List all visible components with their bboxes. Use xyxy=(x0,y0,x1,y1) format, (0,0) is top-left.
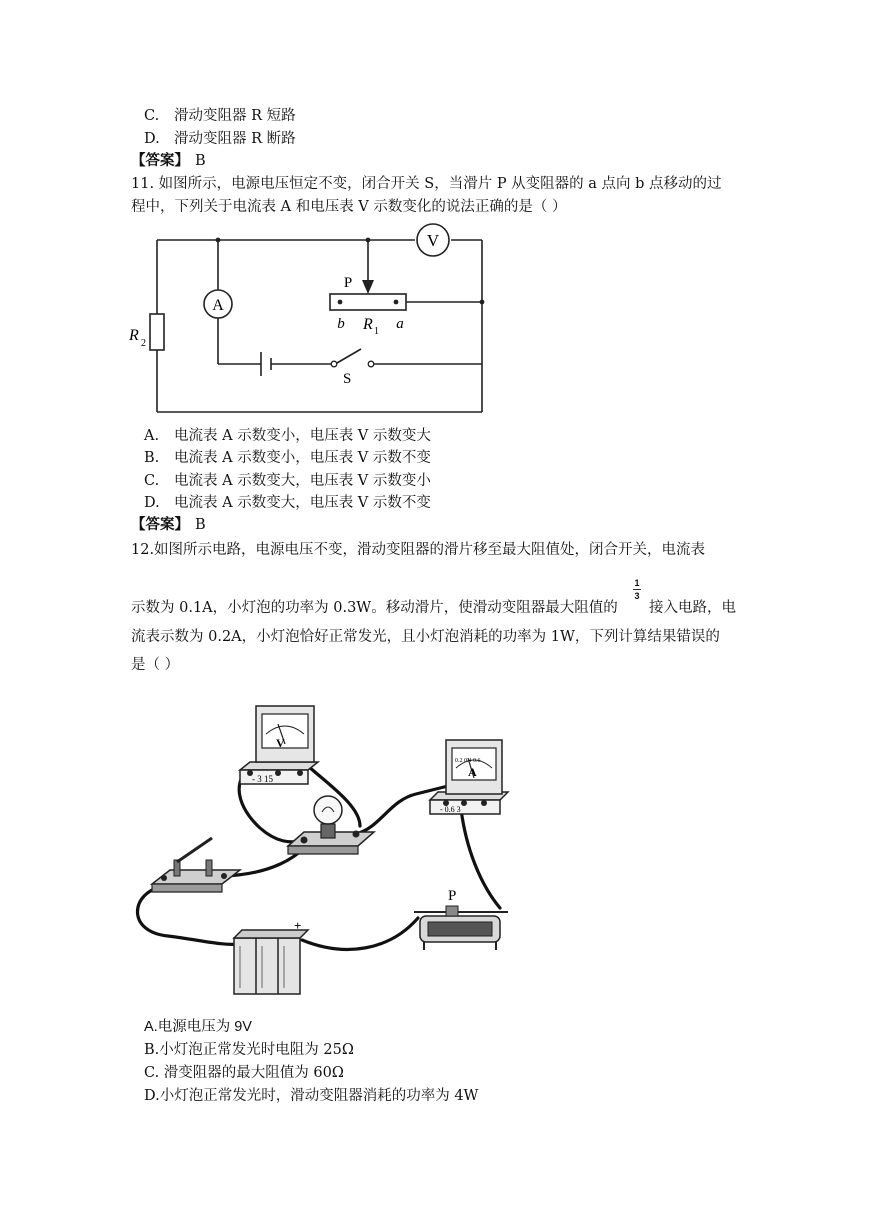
option-text: 电流表 A 示数变大，电压表 V 示数变小 xyxy=(174,473,431,489)
fraction-numerator: 1 xyxy=(634,578,640,588)
ammeter-device xyxy=(430,740,508,814)
q12-stem-line2a: 示数为 0.1A，小灯泡的功率为 0.3W。移动滑片，使滑动变阻器最大阻值的 xyxy=(131,600,618,616)
option-text: 滑动变阻器 R 断路 xyxy=(174,131,296,147)
r2-label: R xyxy=(129,327,139,344)
fraction-one-third xyxy=(631,578,643,601)
end-a-label: a xyxy=(396,316,404,332)
option-text: 电流表 A 示数变小，电压表 V 示数变大 xyxy=(174,428,431,444)
voltmeter-label: V xyxy=(426,231,440,250)
option-text: 电流表 A 示数变小，电压表 V 示数不变 xyxy=(174,450,431,466)
battery-plus-sign: + xyxy=(294,918,302,933)
q11-option-a xyxy=(144,426,431,446)
q11-option-d xyxy=(144,493,431,513)
option-key: D. xyxy=(144,131,160,147)
ammeter-letter: A xyxy=(468,765,477,779)
option-key: A. xyxy=(144,428,160,444)
q12-stem-line4: 是（ ） xyxy=(131,657,180,673)
q11-option-c xyxy=(144,471,431,491)
option-key: B. xyxy=(144,450,160,466)
r1-subscript: 1 xyxy=(374,326,379,337)
q12-option-b: B.小灯泡正常发光时电阻为 25Ω xyxy=(144,1042,354,1058)
option-key: C. xyxy=(144,473,160,489)
battery-device xyxy=(234,918,308,994)
option-text: 滑动变阻器 R 短路 xyxy=(174,108,296,124)
q11-circuit-diagram xyxy=(125,222,495,417)
slider-label: P xyxy=(343,275,353,291)
q12-option-a: A.电源电压为 9V xyxy=(144,1019,252,1035)
q12-stem-line1: 12.如图所示电路，电源电压不变，滑动变阻器的滑片移至最大阻值处，闭合开关，电流表 xyxy=(131,542,706,558)
q12-stem-line2b: 接入电路，电 xyxy=(649,600,736,616)
voltmeter-device xyxy=(240,706,318,784)
knife-switch-device xyxy=(152,838,240,892)
q11-stem-line2: 程中，下列关于电流表 A 和电压表 V 示数变化的说法正确的是（ ） xyxy=(131,199,567,215)
q12-option-c: C. 滑变阻器的最大阻值为 60Ω xyxy=(144,1065,344,1081)
fraction-denominator: 3 xyxy=(634,591,640,601)
fraction-bar xyxy=(633,589,641,590)
ammeter-label: A xyxy=(212,297,224,314)
q12-option-d: D.小灯泡正常发光时，滑动变阻器消耗的功率为 4W xyxy=(144,1088,479,1104)
q11-option-b xyxy=(144,448,431,468)
q12-physical-circuit-illustration xyxy=(128,688,523,1000)
q12-stem-line3: 流表示数为 0.2A，小灯泡恰好正常发光，且小灯泡消耗的功率为 1W，下列计算结果错误的 xyxy=(131,629,720,645)
answer-label: 【答案】 xyxy=(131,516,189,533)
option-text: 电流表 A 示数变大，电压表 V 示数不变 xyxy=(174,495,431,511)
option-key: D. xyxy=(144,495,160,511)
prev-option-d xyxy=(144,129,296,149)
answer-label: 【答案】 xyxy=(131,152,189,169)
end-b-label: b xyxy=(337,316,345,332)
r1-label: R xyxy=(363,316,373,333)
prev-option-c xyxy=(144,106,296,126)
q11-answer xyxy=(131,515,206,535)
rheostat-slider-label: P xyxy=(448,888,457,904)
ammeter-terminals: - 0.6 3 xyxy=(440,805,461,814)
q10-answer xyxy=(131,151,206,171)
ammeter-scale: 0.2 0.4 0.6 xyxy=(455,758,481,764)
option-key: C. xyxy=(144,108,160,124)
switch-label: S xyxy=(343,371,352,387)
voltmeter-letter: V xyxy=(276,736,285,750)
answer-value: B xyxy=(195,153,206,169)
voltmeter-terminals: - 3 15 xyxy=(252,774,273,784)
q11-stem-line1: 11. 如图所示，电源电压恒定不变，闭合开关 S，当滑片 P 从变阻器的 a 点向 b 点移动的过 xyxy=(131,176,722,192)
answer-value: B xyxy=(195,517,206,533)
r2-subscript: 2 xyxy=(141,338,146,349)
